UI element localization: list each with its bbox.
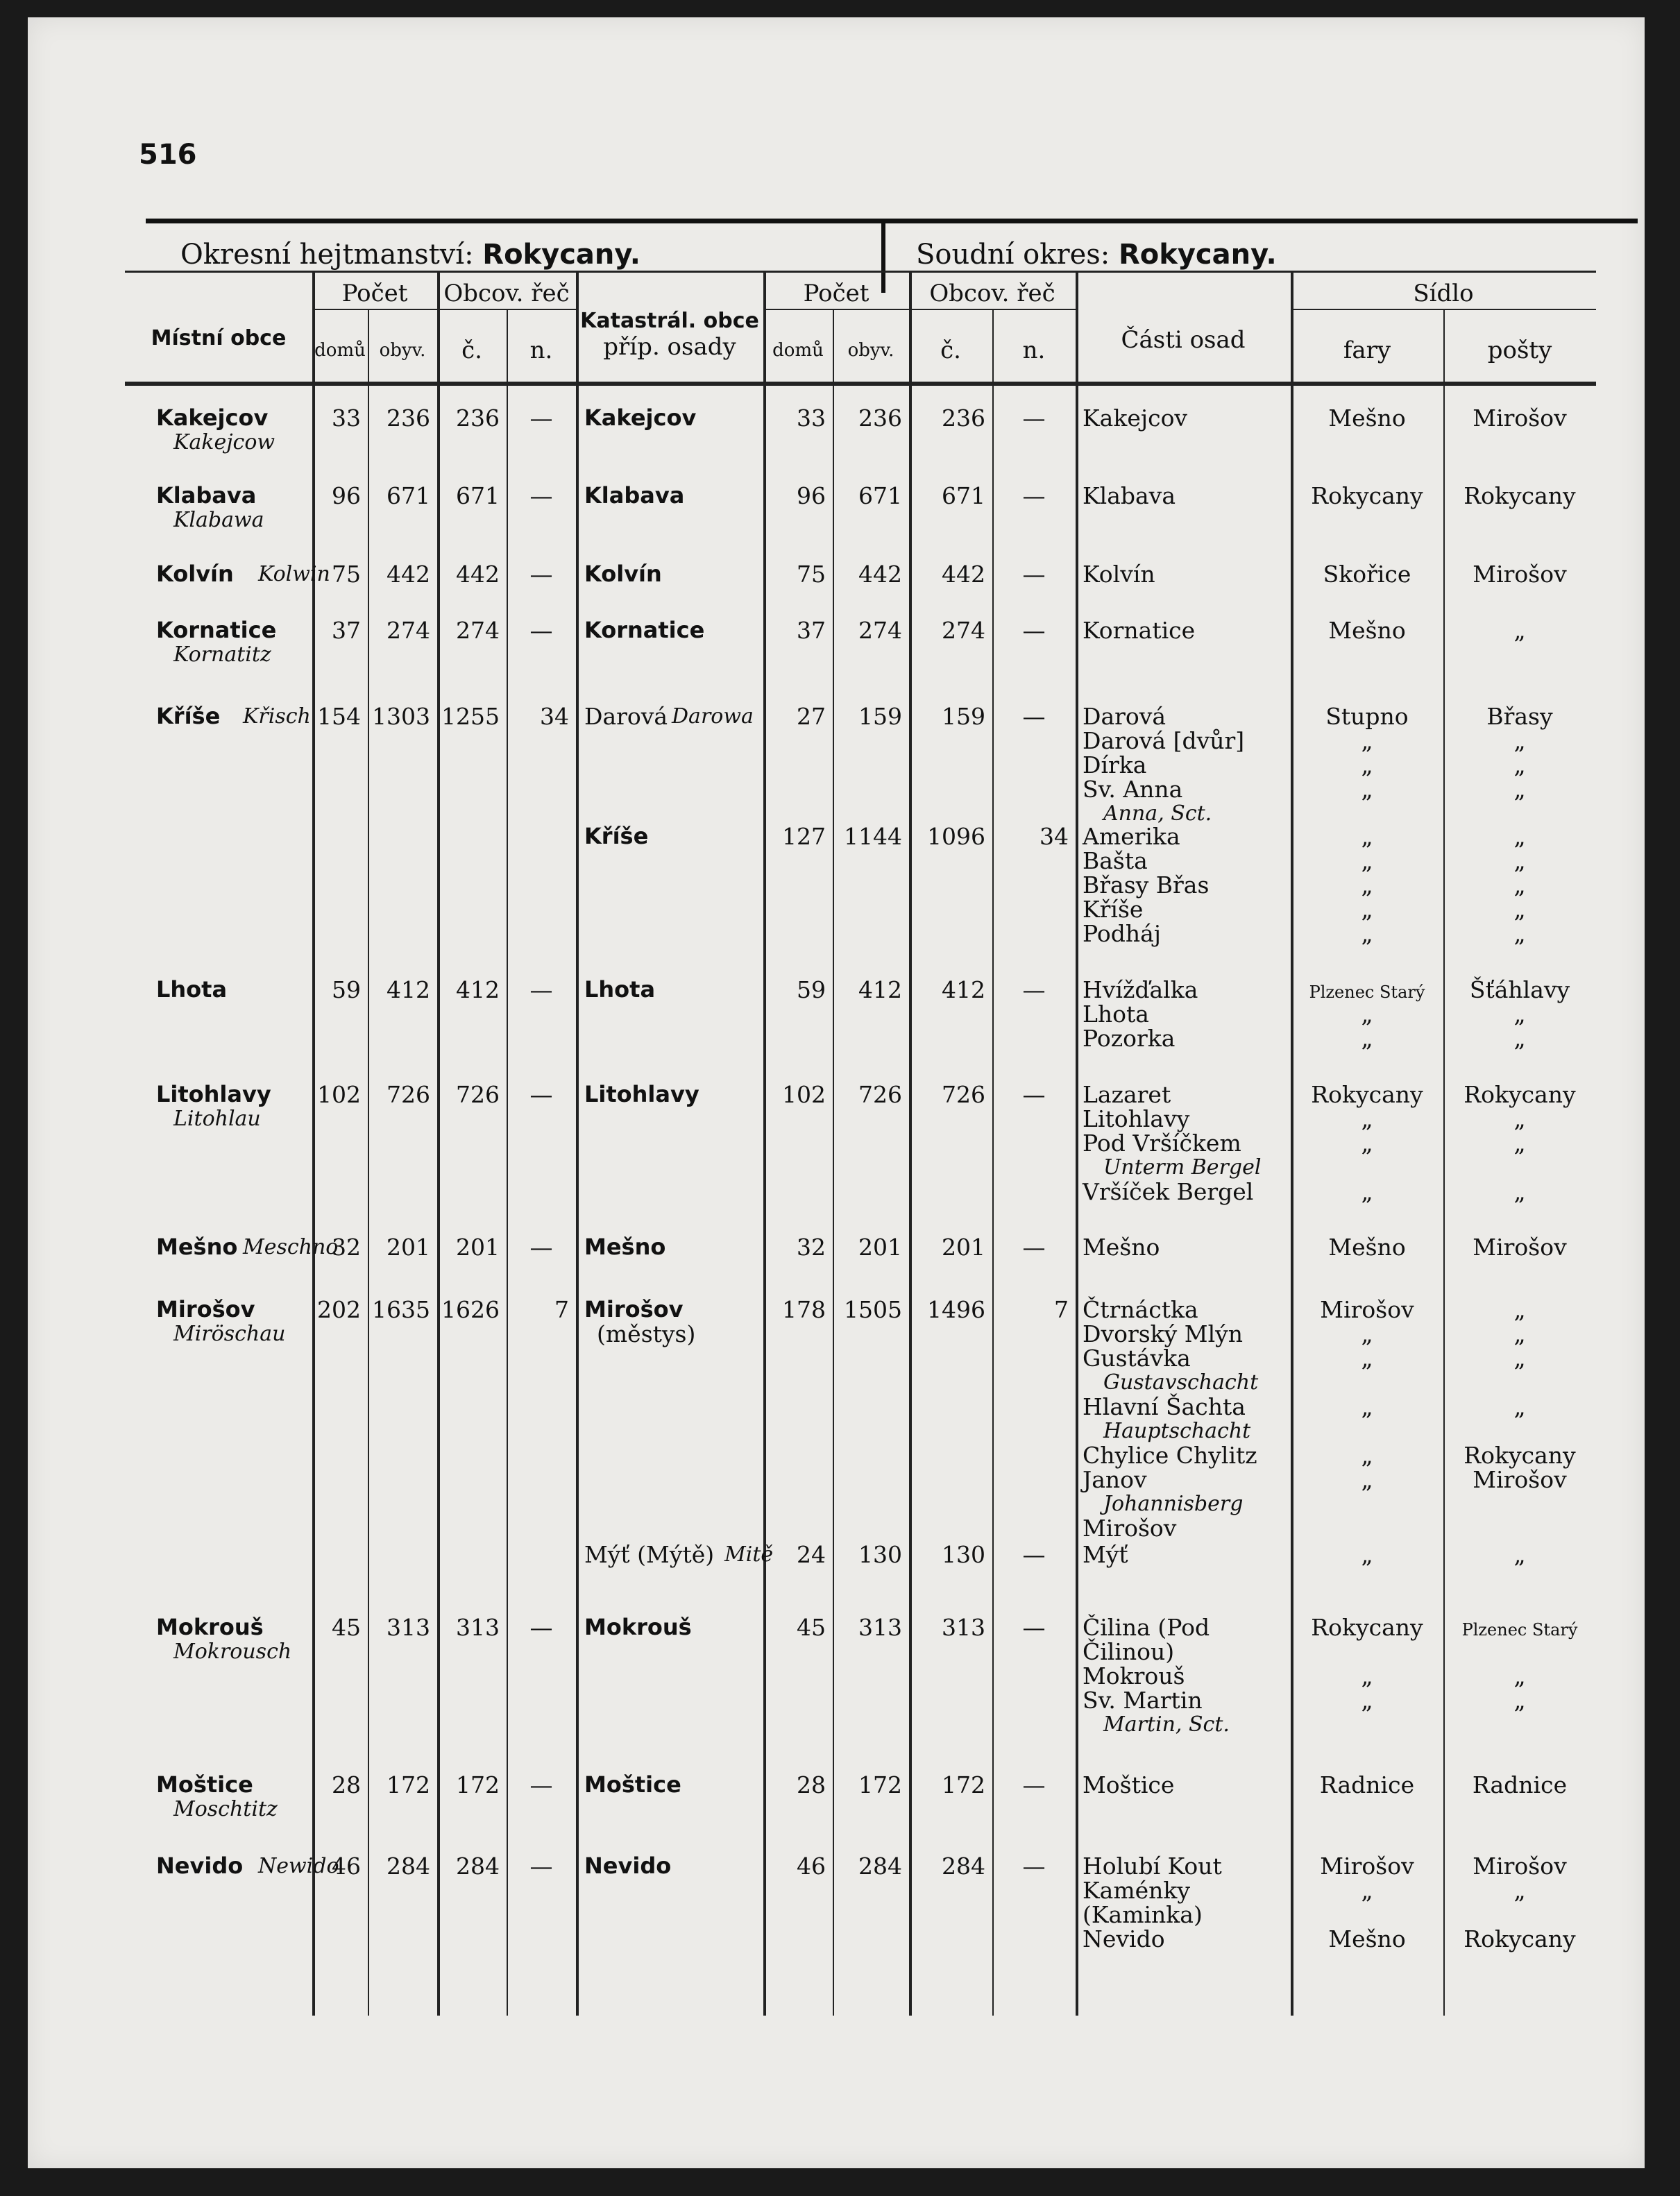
cadastral-german-count: 7: [1054, 1296, 1069, 1323]
obyv-count: 236: [387, 405, 430, 432]
settlement-part: Kolvín: [1083, 561, 1155, 588]
obec-name: Kříše: [156, 703, 221, 729]
domu-count: 154: [317, 703, 361, 730]
domu-count: 102: [317, 1081, 361, 1108]
obec-german-name: Litohlau: [173, 1107, 261, 1131]
settlement-part: Kaménky: [1083, 1877, 1191, 1904]
settlement-part: Podháj: [1083, 920, 1162, 947]
cadastral-domu-count: 45: [797, 1614, 826, 1641]
cadastral-german-count: —: [1022, 1541, 1046, 1568]
obyv-count: 172: [387, 1771, 430, 1798]
post-office-seat: Rokycany: [1463, 1081, 1576, 1108]
post-office-seat: „: [1513, 1662, 1526, 1689]
cadastral-name: Kříše: [584, 823, 649, 849]
cadastral-name: Mešno: [584, 1234, 666, 1260]
cadastral-german-count: —: [1022, 1853, 1046, 1880]
obyv-count: 313: [387, 1614, 430, 1641]
german-count: —: [529, 1853, 553, 1880]
parish-seat: Rokycany: [1311, 482, 1423, 509]
settlement-part: Břasy Břas: [1083, 871, 1210, 899]
cadastral-name: Mýť (Mýtě): [584, 1541, 715, 1568]
col-mistni-obce: Místní obce: [151, 326, 287, 350]
domu-count: 45: [332, 1614, 361, 1641]
obec-german-name: Newido: [258, 1854, 339, 1878]
obyv-count: 726: [387, 1081, 430, 1108]
parish-seat: Mirošov: [1320, 1296, 1414, 1323]
cadastral-obyv-count: 274: [858, 617, 902, 644]
settlement-part: Klabava: [1083, 482, 1176, 509]
col-obyv: obyv.: [379, 340, 426, 361]
header-bottom-rule: [125, 382, 1596, 386]
col-casti-osad: Části osad: [1121, 326, 1246, 354]
settlement-part: Vršíček Bergel: [1083, 1178, 1254, 1205]
cadastral-obyv-count: 442: [858, 561, 902, 588]
obyv-count: 1635: [372, 1296, 430, 1323]
settlement-part: Čilinou): [1083, 1638, 1175, 1665]
cadastral-domu-count: 33: [797, 405, 826, 432]
parish-seat: Skořice: [1323, 561, 1411, 588]
settlement-part: Dvorský Mlýn: [1083, 1320, 1244, 1347]
post-office-seat: „: [1513, 920, 1526, 947]
parish-seat: Mešno: [1328, 1925, 1406, 1952]
obec-german-name: Miröschau: [173, 1322, 286, 1346]
obec-german-name: Kolwin: [258, 562, 330, 586]
cadastral-name: Klabava: [584, 482, 685, 509]
post-office-seat: Mirošov: [1473, 561, 1567, 588]
settlement-part: Gustávka: [1083, 1345, 1191, 1372]
obyv-count: 284: [387, 1853, 430, 1880]
settlement-part: Hauptschacht: [1103, 1419, 1251, 1443]
post-office-seat: „: [1513, 896, 1526, 923]
col-c-2: č.: [940, 337, 961, 364]
settlement-part: Kakejcov: [1083, 405, 1188, 432]
obec-german-name: Meschno: [243, 1235, 339, 1259]
pocet-sub-rule: [312, 309, 576, 310]
settlement-part: Mirošov: [1083, 1515, 1177, 1542]
parish-seat: „: [1361, 1345, 1373, 1372]
post-office-seat: Mirošov: [1473, 405, 1567, 432]
post-office-seat: „: [1513, 1877, 1526, 1904]
col-obyv-2: obyv.: [847, 340, 894, 361]
settlement-part: Hvížďalka: [1083, 976, 1198, 1003]
settlement-part: Lazaret: [1083, 1081, 1171, 1108]
settlement-part: Unterm Bergel: [1103, 1155, 1262, 1180]
parish-seat: „: [1361, 823, 1373, 850]
obec-name: Mirošov: [156, 1296, 255, 1322]
cadastral-domu-count: 32: [797, 1234, 826, 1261]
parish-seat: „: [1361, 1130, 1373, 1157]
post-office-seat: Mirošov: [1473, 1853, 1567, 1880]
post-office-seat: „: [1513, 1393, 1526, 1420]
cadastral-obyv-count: 726: [858, 1081, 902, 1108]
settlement-part: Pod Vršíčkem: [1083, 1130, 1241, 1157]
czech-count: 726: [456, 1081, 500, 1108]
parish-seat: „: [1361, 751, 1373, 778]
col-fary: fary: [1343, 337, 1391, 364]
post-office-seat: „: [1513, 776, 1526, 803]
cadastral-name: Kolvín: [584, 561, 662, 587]
col-domu: domů: [314, 340, 366, 361]
german-count: —: [529, 482, 553, 509]
parish-seat: Mešno: [1328, 1234, 1406, 1261]
domu-count: 96: [332, 482, 361, 509]
column-divider-f: [763, 271, 766, 2016]
cadastral-note: (městys): [597, 1320, 696, 1347]
cadastral-obyv-count: 130: [858, 1541, 902, 1568]
parish-seat: Mešno: [1328, 405, 1406, 432]
settlement-part: Čtrnáctka: [1083, 1296, 1198, 1323]
cadastral-name: Litohlavy: [584, 1081, 699, 1107]
obyv-count: 412: [387, 976, 430, 1003]
parish-seat: „: [1361, 1541, 1373, 1568]
czech-count: 1626: [441, 1296, 500, 1323]
settlement-part: Dírka: [1083, 751, 1147, 778]
post-office-seat: Břasy: [1486, 703, 1553, 730]
cadastral-domu-count: 27: [797, 703, 826, 730]
parish-seat: Plzenec Starý: [1309, 982, 1425, 1002]
german-count: —: [529, 1081, 553, 1108]
obec-name: Kornatice: [156, 617, 277, 643]
column-divider-c: [437, 271, 440, 2016]
parish-seat: Radnice: [1319, 1771, 1415, 1798]
cadastral-german-count: —: [1022, 561, 1046, 588]
district-value: Rokycany.: [482, 239, 640, 271]
settlement-part: Sv. Martin: [1083, 1687, 1203, 1714]
cadastral-czech-count: 172: [942, 1771, 985, 1798]
post-office-seat: Šťáhlavy: [1469, 976, 1570, 1003]
settlement-part: Kříše: [1083, 896, 1144, 923]
domu-count: 32: [332, 1234, 361, 1261]
german-count: 7: [554, 1296, 569, 1323]
czech-count: 1255: [441, 703, 500, 730]
cadastral-czech-count: 130: [942, 1541, 985, 1568]
cadastral-czech-count: 1096: [927, 823, 985, 850]
cadastral-german-count: —: [1022, 976, 1046, 1003]
czech-count: 671: [456, 482, 500, 509]
settlement-part: Holubí Kout: [1083, 1853, 1222, 1880]
domu-count: 46: [332, 1853, 361, 1880]
settlement-part: Martin, Sct.: [1103, 1712, 1230, 1737]
domu-count: 202: [317, 1296, 361, 1323]
german-count: —: [529, 617, 553, 644]
cadastral-german-count: —: [1022, 1081, 1046, 1108]
court-label: Soudní okres:: [916, 239, 1110, 271]
cadastral-name: Mokrouš: [584, 1614, 692, 1640]
obec-german-name: Křisch: [243, 704, 311, 729]
parish-seat: „: [1361, 1662, 1373, 1689]
cadastral-domu-count: 59: [797, 976, 826, 1003]
parish-seat: „: [1361, 1320, 1373, 1347]
cadastral-czech-count: 412: [942, 976, 985, 1003]
parish-seat: „: [1361, 920, 1373, 947]
post-office-seat: „: [1513, 1178, 1526, 1205]
cadastral-german-name: Darowa: [672, 704, 754, 729]
czech-count: 274: [456, 617, 500, 644]
obec-name: Mokrouš: [156, 1614, 264, 1640]
cadastral-german-count: —: [1022, 1234, 1046, 1261]
cadastral-czech-count: 201: [942, 1234, 985, 1261]
cadastral-name: Lhota: [584, 976, 656, 1003]
col-pocet-2: Počet: [803, 280, 869, 307]
obyv-count: 671: [387, 482, 430, 509]
cadastral-obyv-count: 313: [858, 1614, 902, 1641]
obyv-count: 1303: [372, 703, 430, 730]
czech-count: 442: [456, 561, 500, 588]
domu-count: 59: [332, 976, 361, 1003]
cadastral-czech-count: 284: [942, 1853, 985, 1880]
post-office-seat: „: [1513, 1130, 1526, 1157]
post-office-seat: „: [1513, 1345, 1526, 1372]
cadastral-domu-count: 96: [797, 482, 826, 509]
settlement-part: Gustavschacht: [1103, 1370, 1259, 1395]
obec-german-name: Kornatitz: [173, 642, 271, 667]
cadastral-domu-count: 75: [797, 561, 826, 588]
settlement-part: Johannisberg: [1103, 1492, 1244, 1516]
settlement-part: Moštice: [1083, 1771, 1175, 1798]
settlement-part: Darová: [1083, 703, 1166, 730]
settlement-part: Amerika: [1083, 823, 1180, 850]
settlement-part: Lhota: [1083, 1001, 1149, 1028]
settlement-part: Litohlavy: [1083, 1105, 1190, 1132]
post-office-seat: „: [1513, 871, 1526, 899]
settlement-part: Bašta: [1083, 847, 1148, 874]
settlement-part: Hlavní Šachta: [1083, 1393, 1246, 1420]
cadastral-czech-count: 726: [942, 1081, 985, 1108]
cadastral-domu-count: 28: [797, 1771, 826, 1798]
cadastral-obyv-count: 201: [858, 1234, 902, 1261]
parish-seat: Rokycany: [1311, 1081, 1423, 1108]
parish-seat: „: [1361, 776, 1373, 803]
district-heading: [180, 239, 640, 271]
post-office-seat: Rokycany: [1463, 482, 1576, 509]
settlement-part: Kornatice: [1083, 617, 1196, 644]
cadastral-domu-count: 24: [797, 1541, 826, 1568]
czech-count: 284: [456, 1853, 500, 1880]
parish-seat: Mirošov: [1320, 1853, 1414, 1880]
column-divider-h: [909, 271, 912, 2016]
cadastral-obyv-count: 671: [858, 482, 902, 509]
post-office-seat: Rokycany: [1463, 1925, 1576, 1952]
cadastral-czech-count: 671: [942, 482, 985, 509]
cadastral-czech-count: 313: [942, 1614, 985, 1641]
german-count: —: [529, 405, 553, 432]
post-office-seat: „: [1513, 727, 1526, 754]
page-number: 516: [139, 139, 197, 171]
settlement-part: Chylice Chylitz: [1083, 1442, 1257, 1469]
german-count: 34: [540, 703, 569, 730]
col-pocet: Počet: [341, 280, 408, 307]
obyv-count: 442: [387, 561, 430, 588]
german-count: —: [529, 976, 553, 1003]
cadastral-name: Moštice: [584, 1771, 681, 1798]
column-divider-a: [312, 271, 315, 2016]
cadastral-german-count: —: [1022, 1771, 1046, 1798]
cadastral-czech-count: 1496: [927, 1296, 985, 1323]
obyv-count: 201: [387, 1234, 430, 1261]
german-count: —: [529, 1771, 553, 1798]
cadastral-obyv-count: 1144: [844, 823, 902, 850]
col-obcov-rec: Obcov. řeč: [443, 280, 570, 307]
cadastral-domu-count: 127: [782, 823, 826, 850]
cadastral-obyv-count: 159: [858, 703, 902, 730]
parish-seat: „: [1361, 727, 1373, 754]
czech-count: 236: [456, 405, 500, 432]
cadastral-name: Darová: [584, 703, 668, 730]
cadastral-german-count: —: [1022, 703, 1046, 730]
parish-seat: „: [1361, 1178, 1373, 1205]
post-office-seat: „: [1513, 1687, 1526, 1714]
col-posty: pošty: [1487, 337, 1552, 364]
german-count: —: [529, 1614, 553, 1641]
cadastral-domu-count: 46: [797, 1853, 826, 1880]
post-office-seat: Rokycany: [1463, 1442, 1576, 1469]
court-heading: [916, 239, 1277, 271]
parish-seat: „: [1361, 1025, 1373, 1052]
cadastral-name: Mirošov: [584, 1296, 684, 1322]
obec-name: Kakejcov: [156, 405, 269, 431]
col-sidlo: Sídlo: [1413, 280, 1474, 307]
page: [28, 17, 1645, 2168]
cadastral-czech-count: 274: [942, 617, 985, 644]
cadastral-czech-count: 236: [942, 405, 985, 432]
cadastral-obyv-count: 236: [858, 405, 902, 432]
domu-count: 28: [332, 1771, 361, 1798]
post-office-seat: Mirošov: [1473, 1234, 1567, 1261]
header-top-rule: [125, 271, 1596, 273]
pocet2-sub-rule: [763, 309, 1076, 310]
cadastral-domu-count: 37: [797, 617, 826, 644]
settlement-part: Čilina (Pod: [1083, 1614, 1210, 1641]
cadastral-german-count: —: [1022, 405, 1046, 432]
obec-name: Moštice: [156, 1771, 253, 1798]
column-divider-e: [576, 271, 579, 2016]
parish-seat: „: [1361, 896, 1373, 923]
parish-seat: „: [1361, 1466, 1373, 1493]
domu-count: 75: [332, 561, 361, 588]
obec-name: Lhota: [156, 976, 228, 1003]
col-n-2: n.: [1022, 337, 1046, 364]
col-n: n.: [529, 337, 553, 364]
cadastral-german-count: —: [1022, 617, 1046, 644]
parish-seat: „: [1361, 1687, 1373, 1714]
cadastral-czech-count: 442: [942, 561, 985, 588]
cadastral-obyv-count: 172: [858, 1771, 902, 1798]
cadastral-czech-count: 159: [942, 703, 985, 730]
post-office-seat: „: [1513, 823, 1526, 850]
post-office-seat: Radnice: [1472, 1771, 1568, 1798]
parish-seat: „: [1361, 1442, 1373, 1469]
obec-name: Klabava: [156, 482, 257, 509]
district-label: Okresní hejtmanství:: [180, 239, 474, 271]
post-office-seat: „: [1513, 847, 1526, 874]
german-count: —: [529, 561, 553, 588]
obec-german-name: Mokrousch: [173, 1640, 292, 1664]
post-office-seat: Mirošov: [1473, 1466, 1567, 1493]
parish-seat: „: [1361, 1001, 1373, 1028]
settlement-part: Anna, Sct.: [1103, 801, 1212, 826]
post-office-seat: „: [1513, 1025, 1526, 1052]
cadastral-german-count: —: [1022, 1614, 1046, 1641]
domu-count: 37: [332, 617, 361, 644]
post-office-seat: „: [1513, 751, 1526, 778]
post-office-seat: Plzenec Starý: [1461, 1620, 1578, 1640]
cadastral-name: Kornatice: [584, 617, 705, 643]
post-office-seat: „: [1513, 1541, 1526, 1568]
cadastral-domu-count: 102: [782, 1081, 826, 1108]
settlement-part: Sv. Anna: [1083, 776, 1183, 803]
cadastral-name: Kakejcov: [584, 405, 697, 431]
settlement-part: (Kaminka): [1083, 1901, 1203, 1928]
col-c: č.: [461, 337, 482, 364]
czech-count: 201: [456, 1234, 500, 1261]
title-bar: [146, 219, 1638, 286]
cadastral-obyv-count: 412: [858, 976, 902, 1003]
obec-name: Nevido: [156, 1853, 244, 1879]
cadastral-obyv-count: 1505: [844, 1296, 902, 1323]
post-office-seat: „: [1513, 1320, 1526, 1347]
parish-seat: „: [1361, 1393, 1373, 1420]
parish-seat: „: [1361, 871, 1373, 899]
czech-count: 412: [456, 976, 500, 1003]
column-divider-j: [1076, 271, 1078, 2016]
parish-seat: „: [1361, 1877, 1373, 1904]
settlement-part: Mokrouš: [1083, 1662, 1185, 1689]
settlement-part: Nevido: [1083, 1925, 1165, 1952]
cadastral-german-count: —: [1022, 482, 1046, 509]
settlement-part: Janov: [1083, 1466, 1147, 1493]
post-office-seat: „: [1513, 1105, 1526, 1132]
obec-german-name: Klabawa: [173, 508, 264, 532]
post-office-seat: „: [1513, 1001, 1526, 1028]
cadastral-german-name: Mitě: [724, 1542, 774, 1567]
col-katastr-1: Katastrál. obce: [580, 309, 759, 333]
obec-name: Litohlavy: [156, 1081, 271, 1107]
czech-count: 313: [456, 1614, 500, 1641]
parish-seat: Rokycany: [1311, 1614, 1423, 1641]
col-katastr-2: příp. osady: [603, 333, 736, 361]
obyv-count: 274: [387, 617, 430, 644]
cadastral-domu-count: 178: [782, 1296, 826, 1323]
settlement-part: Mýť: [1083, 1541, 1128, 1568]
domu-count: 33: [332, 405, 361, 432]
obec-german-name: Kakejcow: [173, 430, 275, 454]
cadastral-obyv-count: 284: [858, 1853, 902, 1880]
post-office-seat: „: [1513, 1296, 1526, 1323]
cadastral-name: Nevido: [584, 1853, 672, 1879]
settlement-part: Mešno: [1083, 1234, 1160, 1261]
parish-seat: „: [1361, 1105, 1373, 1132]
cadastral-german-count: 34: [1040, 823, 1069, 850]
obec-german-name: Moschtitz: [173, 1797, 278, 1821]
obec-name: Mešno: [156, 1234, 238, 1260]
col-domu-2: domů: [772, 340, 824, 361]
parish-seat: „: [1361, 847, 1373, 874]
col-obcov-rec-2: Obcov. řeč: [929, 280, 1055, 307]
court-value: Rokycany.: [1118, 239, 1277, 271]
settlement-part: Pozorka: [1083, 1025, 1176, 1052]
parish-seat: Stupno: [1325, 703, 1409, 730]
czech-count: 172: [456, 1771, 500, 1798]
german-count: —: [529, 1234, 553, 1261]
parish-seat: Mešno: [1328, 617, 1406, 644]
settlement-part: Darová [dvůr]: [1083, 727, 1245, 754]
post-office-seat: „: [1513, 617, 1526, 644]
obec-name: Kolvín: [156, 561, 234, 587]
